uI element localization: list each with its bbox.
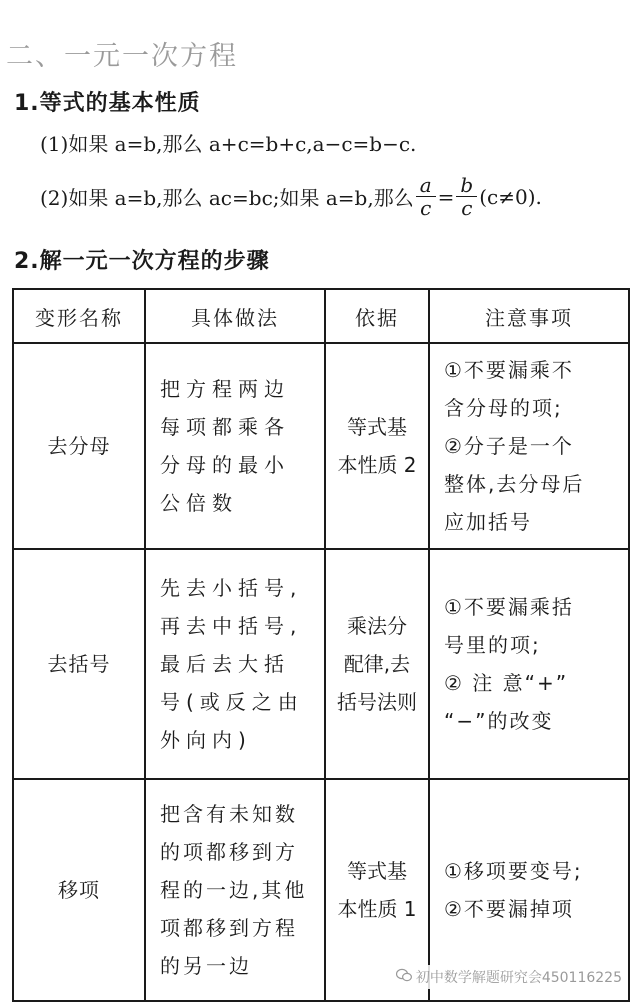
note-line: 整体,去分母后 [444, 472, 585, 496]
method-line: 再去中括号, [160, 614, 303, 638]
note-line: “−”的改变 [444, 709, 554, 733]
note-line: ②分子是一个 [444, 434, 574, 458]
header-basis: 依据 [325, 289, 429, 343]
step-basis [325, 343, 429, 549]
watermark-text: 初中数学解题研究会450116225 [415, 970, 622, 986]
method-line: 的另一边 [160, 954, 252, 978]
basis-line: 配律,去 [343, 652, 411, 676]
basis-line: 本性质 1 [337, 897, 417, 921]
note-line: 应加括号 [444, 510, 532, 534]
note-line: 号里的项; [444, 633, 541, 657]
step-method [145, 343, 325, 549]
method-line: 把方程两边 [160, 377, 290, 401]
equals-sign: = [437, 184, 455, 209]
fraction-denominator: c [461, 196, 473, 220]
note-line: ②不要漏掉项 [444, 897, 574, 921]
note-line: ② 注 意“+” [444, 671, 569, 695]
method-line: 外向内) [160, 728, 252, 752]
step-basis [325, 549, 429, 779]
method-line: 分母的最小 [160, 453, 290, 477]
step-name: 去分母 [13, 343, 145, 549]
table-row [13, 549, 629, 779]
method-line: 把含有未知数 [160, 802, 298, 826]
table-row [13, 343, 629, 549]
step-notes [429, 343, 629, 549]
step-name: 去括号 [13, 549, 145, 779]
step-method [145, 779, 325, 1001]
property-rule-2 [40, 174, 542, 219]
watermark [392, 965, 626, 989]
header-transform-name: 变形名称 [13, 289, 145, 343]
basis-line: 本性质 2 [337, 453, 417, 477]
fraction-denominator: c [420, 196, 432, 220]
section-title-equation-properties: 1.等式的基本性质 [14, 91, 201, 116]
note-line: ①不要漏乘不 [444, 358, 574, 382]
basis-line: 乘法分 [347, 614, 407, 638]
fraction-b-over-c [456, 174, 477, 219]
note-line: ①不要漏乘括 [444, 595, 574, 619]
basis-line: 等式基 [347, 415, 407, 439]
rule2-suffix: (c≠0). [479, 184, 542, 209]
rule2-prefix: (2)如果 a=b,那么 ac=bc;如果 a=b,那么 [40, 186, 414, 210]
solving-steps-table [12, 288, 630, 1002]
method-line: 最后去大括 [160, 652, 290, 676]
method-line: 的项都移到方 [160, 840, 298, 864]
method-line: 先去小括号, [160, 576, 303, 600]
header-method: 具体做法 [145, 289, 325, 343]
note-line: ①移项要变号; [444, 859, 583, 883]
section-title-solving-steps: 2.解一元一次方程的步骤 [14, 249, 270, 274]
method-line: 号(或反之由 [160, 690, 304, 714]
basis-line: 括号法则 [337, 690, 417, 714]
method-line: 每项都乘各 [160, 415, 290, 439]
method-line: 程的一边,其他 [160, 878, 308, 902]
property-rule-1: (1)如果 a=b,那么 a+c=b+c,a−c=b−c. [40, 132, 417, 156]
table-header-row [13, 289, 629, 343]
step-notes [429, 549, 629, 779]
method-line: 项都移到方程 [160, 916, 298, 940]
wechat-icon [396, 968, 412, 986]
step-name: 移项 [13, 779, 145, 1001]
note-line: 含分母的项; [444, 396, 563, 420]
chapter-heading: 二、一元一次方程 [6, 41, 238, 72]
fraction-numerator: b [456, 174, 477, 197]
step-method [145, 549, 325, 779]
fraction-numerator: a [416, 174, 436, 197]
method-line: 公倍数 [160, 491, 238, 515]
fraction-a-over-c [416, 174, 436, 219]
header-notes: 注意事项 [429, 289, 629, 343]
basis-line: 等式基 [347, 859, 407, 883]
